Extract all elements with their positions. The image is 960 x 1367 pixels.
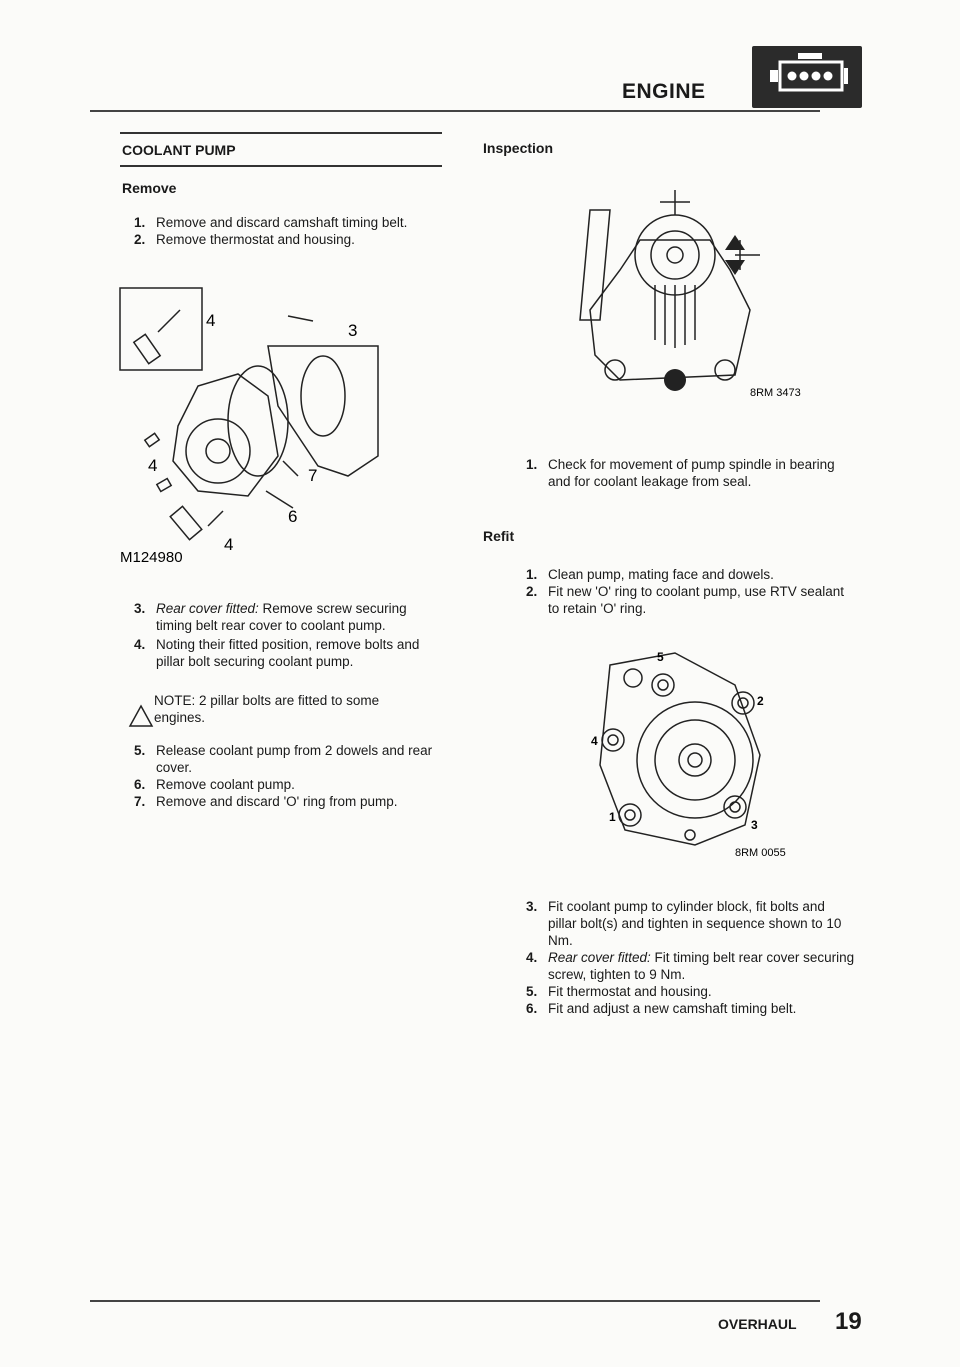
- step-item: 4. Noting their fitted position, remove bolts and pillar bolt securing coolant pump.: [134, 637, 420, 669]
- pump-inspection-figure: [560, 180, 820, 410]
- figure-code: M124980: [120, 549, 183, 566]
- figure-code: 8RM 0055: [735, 847, 786, 859]
- step-item: 2. Fit new 'O' ring to coolant pump, use RTV sealant to retain 'O' ring.: [526, 584, 845, 616]
- step-item: 1. Clean pump, mating face and dowels.: [526, 567, 774, 582]
- note-text: NOTE: 2 pillar bolts are fitted to some engines.: [154, 693, 380, 725]
- footer-rule: [90, 1300, 820, 1302]
- callout-4: 4: [206, 311, 216, 330]
- refit-steps-b: [526, 898, 856, 1017]
- step-item: 3. Fit coolant pump to cylinder block, fit bolts and pillar bolt(s) and tighten in sequence shown to 10 Nm.: [526, 899, 842, 948]
- remove-heading: Remove: [122, 180, 177, 196]
- figure-code: 8RM 3473: [750, 387, 801, 399]
- remove-steps-a: [134, 214, 444, 248]
- footer-section-label: OVERHAUL: [718, 1316, 797, 1332]
- callout-4: 4: [148, 456, 158, 475]
- page-header-title: ENGINE: [622, 80, 706, 103]
- section-rule-bottom: [120, 165, 442, 167]
- step-item: 1. Check for movement of pump spindle in bearing and for coolant leakage from seal.: [526, 457, 835, 489]
- callout-1: 1: [609, 810, 616, 824]
- callout-7: 7: [308, 466, 318, 485]
- remove-steps-c: [134, 742, 444, 810]
- callout-5: 5: [657, 650, 664, 664]
- header-rule: [90, 110, 820, 112]
- note-block: [128, 690, 428, 730]
- engine-icon: [752, 46, 862, 108]
- step-item: 6. Fit and adjust a new camshaft timing belt.: [526, 1001, 797, 1016]
- callout-4: 4: [224, 535, 234, 554]
- inspection-heading: Inspection: [483, 140, 554, 156]
- remove-steps-b: [134, 600, 444, 670]
- step-item: 7. Remove and discard 'O' ring from pump.: [134, 794, 398, 809]
- callout-6: 6: [288, 507, 298, 526]
- step-item: 1. Remove and discard camshaft timing belt.: [134, 215, 408, 230]
- section-rule-top: [120, 132, 442, 134]
- callout-4: 4: [591, 734, 598, 748]
- step-item: 2. Remove thermostat and housing.: [134, 232, 355, 247]
- step-item: 5. Release coolant pump from 2 dowels and rear cover.: [134, 743, 433, 775]
- inspection-steps: [526, 456, 846, 490]
- step-item: 4. Rear cover fitted: Fit timing belt rear cover securing screw, tighten to 9 Nm.: [526, 950, 855, 982]
- pump-removal-figure: [118, 286, 418, 566]
- callout-2: 2: [757, 694, 764, 708]
- refit-steps-a: [526, 566, 846, 617]
- step-item: 5. Fit thermostat and housing.: [526, 984, 712, 999]
- refit-heading: Refit: [483, 528, 515, 544]
- step-item: 3. Rear cover fitted: Remove screw securing timing belt rear cover to coolant pump.: [134, 601, 407, 633]
- page-number: 19: [835, 1308, 862, 1335]
- pump-tightening-sequence-figure: [585, 645, 805, 860]
- warning-triangle-icon: [128, 704, 154, 728]
- callout-3: 3: [751, 818, 758, 832]
- section-title: COOLANT PUMP: [122, 142, 236, 158]
- callout-3: 3: [348, 321, 358, 340]
- step-item: 6. Remove coolant pump.: [134, 777, 295, 792]
